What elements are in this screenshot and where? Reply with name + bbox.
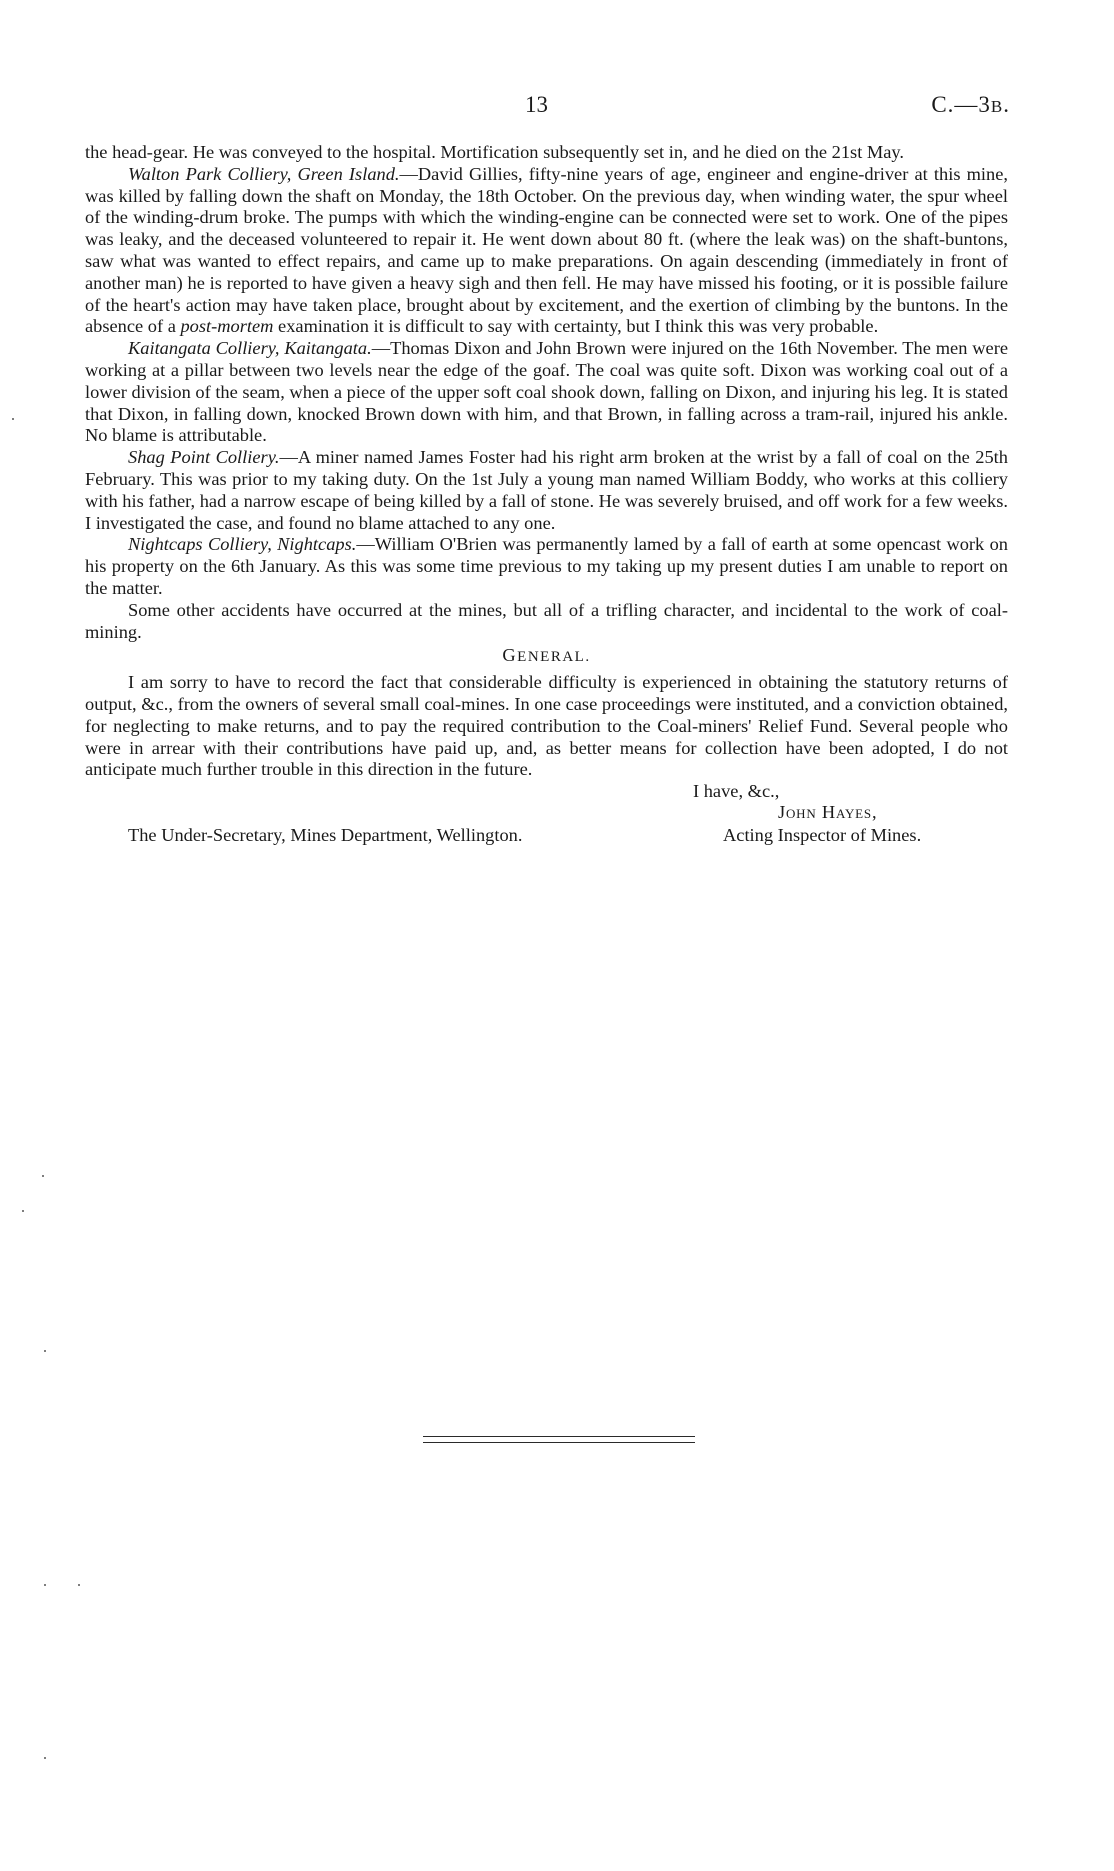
page-number: 13: [525, 92, 548, 117]
general-heading-rest: ENERAL.: [517, 649, 591, 666]
scan-speck: [44, 1584, 46, 1586]
walton-park-text: —David Gillies, fifty-nine years of age, engineer and engine-driver at this mine, was killed by falling down the shaft on Monday, the 18th October. On the previous day, when winding water, the spur wheel of the winding-drum broke. The pumps with which the winding-engine can be connected were set to work. One of the pipes was leaky, and the deceased volunteered to repair it. He went down about 80 ft. (where the leak was) on the shaft-buntons, saw what was wanted to effect repairs, and came up to make preparations. On again descending (immediately in front of another man) he is reported to have given a heavy sigh and then fell. He may have missed his footing, or it is possible failure of the heart's action may have taken place, brought about by excitement, and the exertion of climbing by the buntons. In the absence of a: [85, 163, 1008, 337]
paper-reference-suffix: B: [990, 97, 1004, 116]
paragraph-walton-park: [85, 164, 1008, 338]
scan-speck: [12, 418, 14, 420]
salutation: I have, &c.,: [693, 781, 780, 802]
scan-speck: [78, 1584, 80, 1586]
letter-closing: [85, 781, 1008, 847]
paragraph-general: I am sorry to have to record the fact that considerable difficulty is experienced in obtaining the statutory returns of output, &c., from the owners of several small coal-mines. In one case proceedings were instituted, and a conviction obtained, for neglecting to make returns, and to pay the required contribution to the Coal-miners' Relief Fund. Several people who were in arrear with their contributions have paid up, and, as better means for collection have been adopted, I do not anticipate much further trouble in this direction in the future.: [85, 672, 1008, 780]
paragraph-head-gear: the head-gear. He was conveyed to the hospital. Mortification subsequently set in, and he died on the 21st May.: [85, 142, 905, 162]
addressee: The Under-Secretary, Mines Department, Wellington.: [128, 825, 523, 846]
paper-reference-main: C.—3: [931, 92, 991, 117]
section-heading-general: [85, 645, 1008, 669]
nightcaps-text: —William O'Brien was permanently lamed by a fall of earth at some opencast work on his property on the 6th January. As this was some time previous to my taking up my present duties I am unable to report on the matter.: [85, 534, 1008, 598]
paragraph-shag-point: [85, 447, 1008, 534]
paper-reference: [931, 92, 1010, 118]
kaitangata-title: Kaitangata Colliery, Kaitangata.: [128, 338, 372, 359]
report-body: [85, 142, 1008, 847]
signature: John Hayes,: [778, 802, 878, 823]
walton-park-title: Walton Park Colliery, Green Island.: [128, 163, 400, 184]
end-double-rule: [423, 1436, 695, 1443]
page-header: [0, 92, 1114, 122]
scan-speck: [42, 1175, 44, 1177]
paper-reference-end: .: [1003, 92, 1010, 117]
nightcaps-title: Nightcaps Colliery, Nightcaps.: [128, 534, 357, 555]
post-mortem-term: post-mortem: [180, 316, 274, 337]
walton-park-text-end: examination it is difficult to say with certainty, but I think this was very probable.: [273, 316, 879, 337]
paragraph-kaitangata: [85, 338, 1008, 447]
kaitangata-text: —Thomas Dixon and John Brown were injured on the 16th November. The men were working at a pillar between two levels near the edge of the goaf. The coal was quite soft. Dixon was working coal out of a lower division of the seam, when a piece of the upper soft coal shook down, falling on Dixon, and injuring his leg. It is stated that Dixon, in falling down, knocked Brown down with him, and that Brown, in falling across a tram-rail, injured his ankle. No blame is attributable.: [85, 338, 1008, 446]
paragraph-nightcaps: [85, 534, 1008, 599]
shag-point-title: Shag Point Colliery.: [128, 447, 280, 468]
general-heading-cap: G: [502, 645, 518, 666]
paragraph-other-accidents: Some other accidents have occurred at the mines, but all of a trifling character, and incidental to the work of coal-mining.: [85, 599, 1008, 642]
scan-speck: [22, 1210, 24, 1212]
scan-speck: [44, 1757, 46, 1759]
scan-speck: [44, 1350, 46, 1352]
signer-title: Acting Inspector of Mines.: [723, 825, 922, 846]
shag-point-text: —A miner named James Foster had his right arm broken at the wrist by a fall of coal on the 25th February. This was prior to my taking duty. On the 1st July a young man named William Boddy, who works at this colliery with his father, had a narrow escape of being killed by a fall of stone. He was severely bruised, and off work for a few weeks. I investigated the case, and found no blame attached to any one.: [85, 447, 1008, 533]
